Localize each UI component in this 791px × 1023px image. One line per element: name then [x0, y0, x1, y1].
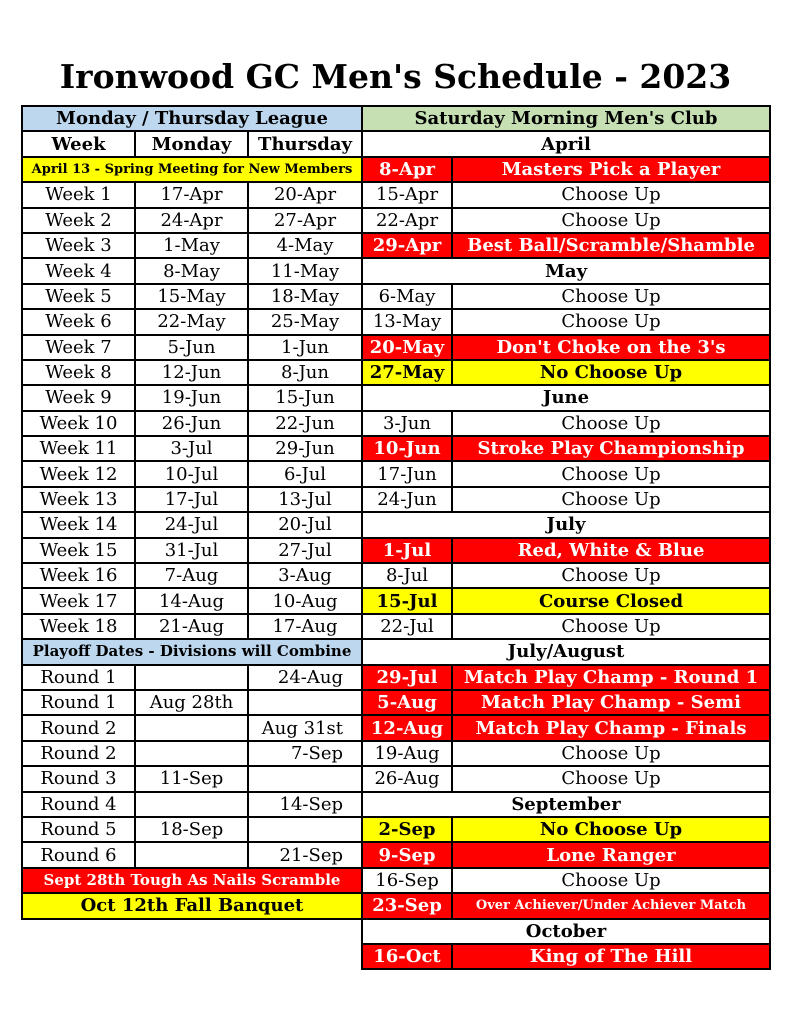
table-row	[22, 766, 362, 791]
month-label: September	[362, 792, 770, 817]
event-name: Match Play Champ - Semi	[452, 690, 770, 715]
event-name: Match Play Champ - Round 1	[452, 665, 770, 690]
event-date: 26-Aug	[362, 766, 452, 791]
event-name: No Choose Up	[452, 817, 770, 842]
monday-date: 12-Jun	[135, 360, 248, 385]
event-date: 2-Sep	[362, 817, 452, 842]
thursday-date: 27-Apr	[248, 208, 362, 233]
column-header-row	[22, 131, 362, 156]
event-date: 20-May	[362, 335, 452, 360]
league-header: Monday / Thursday League	[22, 106, 362, 131]
event-date: 29-Apr	[362, 233, 452, 258]
event-date: 16-Sep	[362, 868, 452, 893]
table-row	[362, 436, 770, 461]
month-row	[362, 258, 770, 283]
col-monday-header: Monday	[135, 131, 248, 156]
saturday-mens-club-table	[361, 105, 771, 970]
monday-date: 14-Aug	[135, 588, 248, 613]
round-label: Round 6	[22, 842, 135, 867]
month-label: May	[362, 258, 770, 283]
table-row	[22, 335, 362, 360]
thursday-date: 8-Jun	[248, 360, 362, 385]
monday-date: 22-May	[135, 309, 248, 334]
table-row	[22, 385, 362, 410]
event-name: Choose Up	[452, 208, 770, 233]
monday-date	[135, 715, 248, 740]
event-name: Stroke Play Championship	[452, 436, 770, 461]
monday-date: 15-May	[135, 284, 248, 309]
thursday-date: 25-May	[248, 309, 362, 334]
event-name: Choose Up	[452, 614, 770, 639]
monday-date: 5-Jun	[135, 335, 248, 360]
thursday-date: 20-Jul	[248, 512, 362, 537]
table-row	[362, 588, 770, 613]
thursday-date: 17-Aug	[248, 614, 362, 639]
event-name: Lone Ranger	[452, 842, 770, 867]
event-date: 5-Aug	[362, 690, 452, 715]
thursday-date: 14-Sep	[248, 792, 362, 817]
event-name: Red, White & Blue	[452, 538, 770, 563]
event-date: 24-Jun	[362, 487, 452, 512]
monday-date: 24-Apr	[135, 208, 248, 233]
thursday-date	[248, 690, 362, 715]
week-label: Week 15	[22, 538, 135, 563]
week-label: Week 10	[22, 411, 135, 436]
table-row	[362, 766, 770, 791]
week-label: Week 12	[22, 461, 135, 486]
round-label: Round 5	[22, 817, 135, 842]
event-name: Choose Up	[452, 411, 770, 436]
monday-date	[135, 741, 248, 766]
playoff-header-row	[22, 639, 362, 664]
table-row	[22, 614, 362, 639]
table-row	[22, 690, 362, 715]
table-row	[362, 741, 770, 766]
table-row	[362, 182, 770, 207]
thursday-date: 18-May	[248, 284, 362, 309]
month-row	[362, 131, 770, 156]
thursday-date: 6-Jul	[248, 461, 362, 486]
table-row	[22, 436, 362, 461]
month-label: July/August	[362, 639, 770, 664]
tough-as-nails-row	[22, 868, 362, 893]
week-label: Week 13	[22, 487, 135, 512]
week-label: Week 9	[22, 385, 135, 410]
event-date: 9-Sep	[362, 842, 452, 867]
table-row	[22, 741, 362, 766]
monday-date: 7-Aug	[135, 563, 248, 588]
table-row	[22, 512, 362, 537]
week-label: Week 3	[22, 233, 135, 258]
event-name: Choose Up	[452, 563, 770, 588]
round-label: Round 2	[22, 715, 135, 740]
thursday-date: 1-Jun	[248, 335, 362, 360]
table-row	[22, 461, 362, 486]
event-name: King of The Hill	[452, 944, 770, 969]
table-row	[22, 309, 362, 334]
table-row	[22, 792, 362, 817]
monday-date: 17-Apr	[135, 182, 248, 207]
thursday-date: Aug 31st	[248, 715, 362, 740]
table-row	[22, 588, 362, 613]
table-row	[362, 487, 770, 512]
table-row	[22, 258, 362, 283]
event-name: Choose Up	[452, 461, 770, 486]
month-label: October	[362, 919, 770, 944]
thursday-date: 13-Jul	[248, 487, 362, 512]
week-label: Week 17	[22, 588, 135, 613]
thursday-date: 7-Sep	[248, 741, 362, 766]
event-date: 29-Jul	[362, 665, 452, 690]
round-label: Round 3	[22, 766, 135, 791]
monday-date: 31-Jul	[135, 538, 248, 563]
monday-date: 3-Jul	[135, 436, 248, 461]
thursday-date: 3-Aug	[248, 563, 362, 588]
table-row	[362, 563, 770, 588]
week-label: Week 6	[22, 309, 135, 334]
table-row	[362, 461, 770, 486]
event-date: 8-Jul	[362, 563, 452, 588]
week-label: Week 4	[22, 258, 135, 283]
event-name: Choose Up	[452, 487, 770, 512]
event-date: 27-May	[362, 360, 452, 385]
table-row	[362, 665, 770, 690]
round-label: Round 4	[22, 792, 135, 817]
col-thursday-header: Thursday	[248, 131, 362, 156]
event-date: 15-Apr	[362, 182, 452, 207]
event-name: Choose Up	[452, 741, 770, 766]
table-row	[362, 233, 770, 258]
event-name: Don't Choke on the 3's	[452, 335, 770, 360]
tough-as-nails-event: Sept 28th Tough As Nails Scramble	[22, 868, 362, 893]
table-row	[362, 893, 770, 918]
club-header-row	[362, 106, 770, 131]
month-label: April	[362, 131, 770, 156]
table-row	[362, 868, 770, 893]
event-name: No Choose Up	[452, 360, 770, 385]
monday-date: 18-Sep	[135, 817, 248, 842]
week-label: Week 7	[22, 335, 135, 360]
thursday-date: 4-May	[248, 233, 362, 258]
thursday-date: 24-Aug	[248, 665, 362, 690]
monday-date: 11-Sep	[135, 766, 248, 791]
col-week-header: Week	[22, 131, 135, 156]
month-row	[362, 639, 770, 664]
monday-date	[135, 792, 248, 817]
table-row	[22, 817, 362, 842]
table-row	[22, 182, 362, 207]
table-row	[362, 360, 770, 385]
week-label: Week 8	[22, 360, 135, 385]
week-label: Week 11	[22, 436, 135, 461]
spring-meeting-notice: April 13 - Spring Meeting for New Members	[22, 157, 362, 182]
event-date: 8-Apr	[362, 157, 452, 182]
week-label: Week 1	[22, 182, 135, 207]
week-label: Week 18	[22, 614, 135, 639]
monday-date: 24-Jul	[135, 512, 248, 537]
table-row	[362, 335, 770, 360]
table-row	[362, 411, 770, 436]
event-date: 19-Aug	[362, 741, 452, 766]
event-date: 13-May	[362, 309, 452, 334]
monday-date: 19-Jun	[135, 385, 248, 410]
week-label: Week 2	[22, 208, 135, 233]
table-row	[22, 842, 362, 867]
monday-date: 17-Jul	[135, 487, 248, 512]
table-row	[362, 157, 770, 182]
event-name: Choose Up	[452, 182, 770, 207]
event-date: 22-Apr	[362, 208, 452, 233]
club-header: Saturday Morning Men's Club	[362, 106, 770, 131]
table-row	[362, 538, 770, 563]
table-row	[362, 944, 770, 969]
thursday-date: 11-May	[248, 258, 362, 283]
spring-meeting-row	[22, 157, 362, 182]
event-date: 1-Jul	[362, 538, 452, 563]
event-name: Match Play Champ - Finals	[452, 715, 770, 740]
event-date: 16-Oct	[362, 944, 452, 969]
event-date: 17-Jun	[362, 461, 452, 486]
month-row	[362, 792, 770, 817]
table-row	[22, 538, 362, 563]
event-date: 12-Aug	[362, 715, 452, 740]
table-row	[22, 665, 362, 690]
month-row	[362, 385, 770, 410]
month-row	[362, 919, 770, 944]
thursday-date	[248, 766, 362, 791]
thursday-date: 21-Sep	[248, 842, 362, 867]
table-row	[22, 208, 362, 233]
event-name: Course Closed	[452, 588, 770, 613]
week-label: Week 14	[22, 512, 135, 537]
event-name: Choose Up	[452, 309, 770, 334]
table-row	[22, 360, 362, 385]
month-label: June	[362, 385, 770, 410]
monday-date: 21-Aug	[135, 614, 248, 639]
table-row	[362, 309, 770, 334]
event-date: 10-Jun	[362, 436, 452, 461]
table-row	[22, 411, 362, 436]
league-header-row	[22, 106, 362, 131]
table-row	[362, 817, 770, 842]
event-date: 23-Sep	[362, 893, 452, 918]
round-label: Round 2	[22, 741, 135, 766]
thursday-date: 20-Apr	[248, 182, 362, 207]
monday-date: 8-May	[135, 258, 248, 283]
fall-banquet-event: Oct 12th Fall Banquet	[22, 893, 362, 918]
table-row	[22, 487, 362, 512]
thursday-date: 22-Jun	[248, 411, 362, 436]
monday-date: Aug 28th	[135, 690, 248, 715]
month-row	[362, 512, 770, 537]
table-row	[362, 614, 770, 639]
event-date: 6-May	[362, 284, 452, 309]
thursday-date: 10-Aug	[248, 588, 362, 613]
table-row	[22, 563, 362, 588]
table-row	[22, 233, 362, 258]
month-label: July	[362, 512, 770, 537]
monday-thursday-league-table	[21, 105, 363, 920]
table-row	[362, 842, 770, 867]
monday-date	[135, 842, 248, 867]
event-name: Choose Up	[452, 284, 770, 309]
event-name: Choose Up	[452, 766, 770, 791]
fall-banquet-row	[22, 893, 362, 918]
monday-date: 10-Jul	[135, 461, 248, 486]
thursday-date: 27-Jul	[248, 538, 362, 563]
monday-date: 1-May	[135, 233, 248, 258]
table-row	[362, 690, 770, 715]
page-title: Ironwood GC Men's Schedule - 2023	[59, 57, 732, 96]
week-label: Week 5	[22, 284, 135, 309]
playoff-header: Playoff Dates - Divisions will Combine	[22, 639, 362, 664]
event-date: 3-Jun	[362, 411, 452, 436]
week-label: Week 16	[22, 563, 135, 588]
table-row	[362, 208, 770, 233]
thursday-date	[248, 817, 362, 842]
event-name: Masters Pick a Player	[452, 157, 770, 182]
table-row	[362, 284, 770, 309]
thursday-date: 15-Jun	[248, 385, 362, 410]
event-date: 15-Jul	[362, 588, 452, 613]
event-date: 22-Jul	[362, 614, 452, 639]
event-name: Best Ball/Scramble/Shamble	[452, 233, 770, 258]
monday-date: 26-Jun	[135, 411, 248, 436]
event-name: Over Achiever/Under Achiever Match	[452, 893, 770, 918]
thursday-date: 29-Jun	[248, 436, 362, 461]
table-row	[362, 715, 770, 740]
monday-date	[135, 665, 248, 690]
table-row	[22, 284, 362, 309]
table-row	[22, 715, 362, 740]
round-label: Round 1	[22, 690, 135, 715]
round-label: Round 1	[22, 665, 135, 690]
event-name: Choose Up	[452, 868, 770, 893]
